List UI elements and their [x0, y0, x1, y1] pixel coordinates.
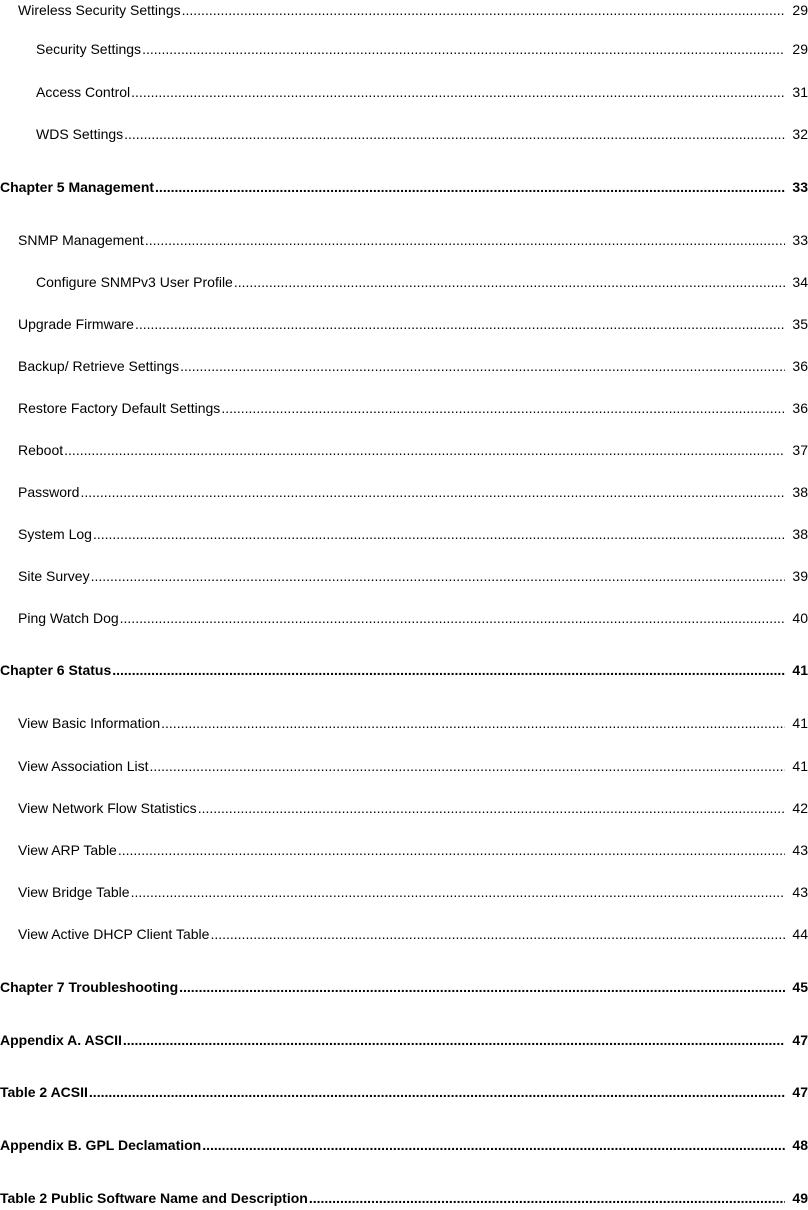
toc-entry[interactable] — [0, 230, 808, 250]
toc-dot-leader — [149, 756, 785, 776]
toc-dot-leader — [123, 1030, 785, 1050]
toc-dot-leader — [80, 482, 785, 502]
toc-entry[interactable] — [0, 314, 808, 334]
toc-entry-page: 47 — [792, 1032, 808, 1048]
toc-entry-page: 49 — [792, 1190, 808, 1206]
toc-entry[interactable] — [0, 608, 808, 628]
toc-entry-title: View Basic Information — [18, 715, 161, 731]
toc-dot-leader — [112, 660, 785, 680]
toc-entry[interactable] — [0, 1135, 808, 1155]
toc-entry-page: 41 — [792, 758, 808, 774]
toc-entry-page: 43 — [792, 842, 808, 858]
toc-entry-title: Chapter 6 Status — [0, 662, 112, 678]
toc-entry-page: 33 — [792, 232, 808, 248]
toc-dot-leader — [145, 230, 785, 250]
toc-dot-leader — [161, 713, 785, 733]
toc-entry-title: View ARP Table — [18, 842, 117, 858]
toc-entry[interactable] — [0, 82, 808, 102]
toc-entry-page: 42 — [792, 800, 808, 816]
toc-dot-leader — [124, 124, 785, 144]
toc-dot-leader — [198, 798, 785, 818]
toc-entry-title: Appendix B. GPL Declamation — [0, 1137, 202, 1153]
toc-entry[interactable] — [0, 356, 808, 376]
toc-dot-leader — [93, 524, 785, 544]
toc-dot-leader — [131, 882, 785, 902]
toc-entry[interactable] — [0, 1188, 808, 1208]
toc-entry-page: 39 — [792, 568, 808, 584]
toc-entry[interactable] — [0, 566, 808, 586]
toc-entry[interactable] — [0, 840, 808, 860]
toc-dot-leader — [202, 1135, 785, 1155]
toc-entry-title: View Association List — [18, 758, 149, 774]
toc-entry[interactable] — [0, 660, 808, 680]
toc-dot-leader — [64, 440, 785, 460]
toc-entry[interactable] — [0, 924, 808, 944]
toc-entry-title: Reboot — [18, 442, 64, 458]
toc-entry-title: Appendix A. ASCII — [0, 1032, 122, 1048]
toc-dot-leader — [118, 840, 785, 860]
toc-entry[interactable] — [0, 177, 808, 197]
toc-dot-leader — [180, 356, 785, 376]
toc-entry-title: Table 2 Public Software Name and Description — [0, 1190, 308, 1206]
toc-entry-title: Configure SNMPv3 User Profile — [36, 274, 233, 290]
toc-entry-title: WDS Settings — [36, 126, 124, 142]
toc-dot-leader — [182, 0, 785, 20]
toc-dot-leader — [91, 566, 785, 586]
toc-entry-page: 29 — [792, 2, 808, 18]
toc-entry[interactable] — [0, 713, 808, 733]
toc-entry[interactable] — [0, 272, 808, 292]
toc-entry-page: 34 — [792, 274, 808, 290]
toc-entry-page: 36 — [792, 400, 808, 416]
toc-entry-title: Table 2 ACSII — [0, 1084, 88, 1100]
toc-dot-leader — [309, 1188, 785, 1208]
toc-entry-title: Chapter 5 Management — [0, 179, 155, 195]
toc-entry-title: Ping Watch Dog — [18, 610, 119, 626]
toc-entry[interactable] — [0, 124, 808, 144]
toc-entry[interactable] — [0, 440, 808, 460]
toc-entry-title: Password — [18, 484, 80, 500]
toc-entry[interactable] — [0, 882, 808, 902]
toc-entry-page: 38 — [792, 526, 808, 542]
toc-dot-leader — [210, 924, 785, 944]
toc-dot-leader — [89, 1082, 785, 1102]
toc-entry-title: Chapter 7 Troubleshooting — [0, 979, 179, 995]
toc-dot-leader — [120, 608, 785, 628]
toc-entry-page: 48 — [792, 1137, 808, 1153]
toc-entry-page: 38 — [792, 484, 808, 500]
toc-entry-page: 45 — [792, 979, 808, 995]
toc-entry[interactable] — [0, 398, 808, 418]
toc-dot-leader — [135, 314, 785, 334]
toc-entry-title: View Active DHCP Client Table — [18, 926, 210, 942]
toc-entry-page: 41 — [792, 715, 808, 731]
toc-entry-page: 36 — [792, 358, 808, 374]
toc-entry-page: 32 — [792, 126, 808, 142]
toc-entry[interactable] — [0, 524, 808, 544]
toc-entry-page: 41 — [792, 662, 808, 678]
toc-entry-page: 37 — [792, 442, 808, 458]
toc-dot-leader — [221, 398, 785, 418]
toc-dot-leader — [155, 177, 785, 197]
toc-entry[interactable] — [0, 1030, 808, 1050]
toc-entry[interactable] — [0, 482, 808, 502]
toc-entry-title: Restore Factory Default Settings — [18, 400, 221, 416]
toc-entry-page: 43 — [792, 884, 808, 900]
toc-entry-page: 33 — [792, 179, 808, 195]
toc-entry[interactable] — [0, 0, 808, 20]
toc-entry-title: Access Control — [36, 84, 131, 100]
toc-entry-page: 35 — [792, 316, 808, 332]
toc-dot-leader — [142, 39, 785, 59]
toc-entry-title: Upgrade Firmware — [18, 316, 134, 332]
toc-entry-title: View Bridge Table — [18, 884, 130, 900]
toc-entry-title: View Network Flow Statistics — [18, 800, 197, 816]
toc-entry-title: Backup/ Retrieve Settings — [18, 358, 180, 374]
toc-entry[interactable] — [0, 39, 808, 59]
toc-entry[interactable] — [0, 756, 808, 776]
toc-entry-title: Wireless Security Settings — [18, 2, 181, 18]
toc-entry-title: Site Survey — [18, 568, 90, 584]
toc-dot-leader — [179, 977, 785, 997]
toc-entry-page: 40 — [792, 610, 808, 626]
toc-dot-leader — [234, 272, 785, 292]
toc-entry-page: 44 — [792, 926, 808, 942]
toc-entry-title: SNMP Management — [18, 232, 144, 248]
toc-entry-title: Security Settings — [36, 41, 142, 57]
toc-entry-title: System Log — [18, 526, 92, 542]
toc-entry-page: 47 — [792, 1084, 808, 1100]
toc-entry[interactable] — [0, 1082, 808, 1102]
toc-entry[interactable] — [0, 798, 808, 818]
toc-entry[interactable] — [0, 977, 808, 997]
toc-entry-page: 31 — [792, 84, 808, 100]
toc-dot-leader — [131, 82, 785, 102]
toc-entry-page: 29 — [792, 41, 808, 57]
